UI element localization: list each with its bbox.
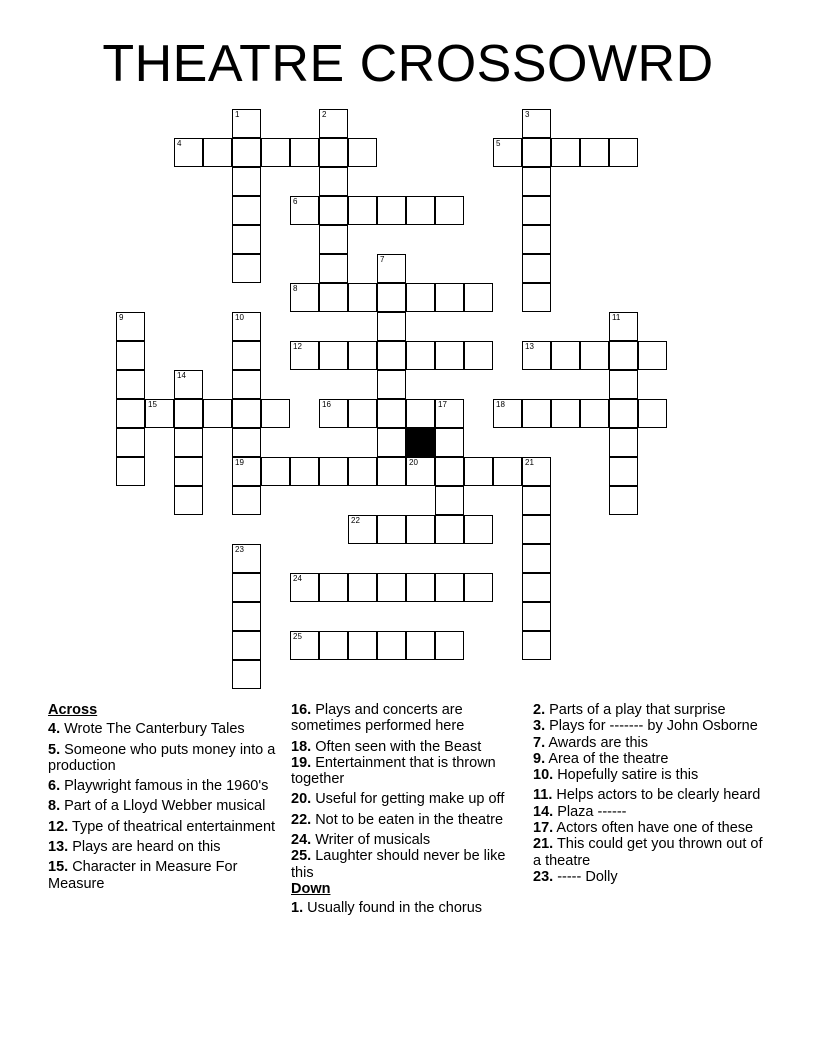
grid-cell-2[interactable]	[319, 109, 348, 138]
grid-cell-6[interactable]	[290, 196, 319, 225]
grid-cell[interactable]	[232, 486, 261, 515]
clue-number: 10.	[533, 767, 554, 784]
clue-down-10[interactable]	[533, 767, 763, 783]
grid-cell[interactable]	[319, 167, 348, 196]
grid-cell[interactable]	[377, 515, 406, 544]
grid-cell[interactable]	[551, 341, 580, 370]
cell-number: 18	[496, 400, 505, 409]
clue-down-21[interactable]	[533, 836, 763, 869]
black-cell	[406, 428, 435, 457]
grid-cell-9[interactable]	[116, 312, 145, 341]
grid-cell[interactable]	[232, 573, 261, 602]
down-heading: Down	[291, 880, 331, 897]
grid-cell[interactable]	[232, 254, 261, 283]
page-title: THEATRE CROSSOWRD	[102, 35, 714, 93]
grid-cell[interactable]	[319, 631, 348, 660]
clue-text: Often seen with the Beast	[311, 738, 482, 755]
grid-cell[interactable]	[493, 457, 522, 486]
grid-cell[interactable]	[580, 399, 609, 428]
cell-number: 13	[525, 342, 534, 351]
cell-number: 17	[438, 400, 447, 409]
grid-cell[interactable]	[522, 515, 551, 544]
clue-across-16[interactable]	[291, 702, 516, 735]
clue-text: Type of theatrical entertainment	[68, 818, 276, 835]
grid-cell-4[interactable]	[174, 138, 203, 167]
clue-down-1[interactable]	[291, 900, 516, 916]
grid-cell[interactable]	[522, 225, 551, 254]
grid-cell-20[interactable]	[406, 457, 435, 486]
grid-cell[interactable]	[232, 602, 261, 631]
clue-number: 3.	[533, 718, 546, 735]
grid-cell[interactable]	[522, 196, 551, 225]
grid-cell[interactable]	[232, 399, 261, 428]
grid-cell[interactable]	[609, 138, 638, 167]
grid-cell[interactable]	[435, 428, 464, 457]
clue-number: 14.	[533, 803, 554, 820]
grid-cell-7[interactable]	[377, 254, 406, 283]
clue-across-12[interactable]	[48, 819, 280, 835]
grid-cell[interactable]	[609, 370, 638, 399]
clue-down-23[interactable]	[533, 869, 763, 885]
clue-text: Laughter should never be like this	[291, 848, 506, 881]
grid-cell[interactable]	[319, 254, 348, 283]
clue-text: Parts of a play that surprise	[545, 702, 726, 718]
clue-down-2[interactable]	[533, 702, 763, 718]
grid-cell-13[interactable]	[522, 341, 551, 370]
grid-cell[interactable]	[348, 283, 377, 312]
grid-cell-3[interactable]	[522, 109, 551, 138]
grid-cell[interactable]	[377, 341, 406, 370]
grid-cell[interactable]	[522, 167, 551, 196]
grid-cell[interactable]	[319, 138, 348, 167]
cell-number: 4	[177, 139, 182, 148]
clue-down-7[interactable]	[533, 735, 763, 751]
grid-cell[interactable]	[377, 457, 406, 486]
clue-text: ----- Dolly	[553, 868, 618, 885]
grid-cell[interactable]	[435, 515, 464, 544]
grid-cell[interactable]	[522, 138, 551, 167]
clue-down-9[interactable]	[533, 751, 763, 767]
cell-number: 25	[293, 632, 302, 641]
grid-cell[interactable]	[348, 341, 377, 370]
cell-number: 5	[496, 139, 501, 148]
grid-cell[interactable]	[522, 544, 551, 573]
grid-cell[interactable]	[406, 283, 435, 312]
clue-number: 20.	[291, 791, 312, 808]
grid-cell[interactable]	[174, 428, 203, 457]
clue-across-18[interactable]	[291, 739, 516, 755]
clue-down-3[interactable]	[533, 718, 763, 734]
clue-across-24[interactable]	[291, 832, 516, 848]
clue-number: 13.	[48, 839, 69, 856]
clue-down-14[interactable]	[533, 804, 763, 820]
grid-cell[interactable]	[319, 283, 348, 312]
grid-cell[interactable]	[232, 196, 261, 225]
grid-cell[interactable]	[377, 428, 406, 457]
grid-cell[interactable]	[551, 399, 580, 428]
grid-cell[interactable]	[609, 486, 638, 515]
clue-number: 7.	[533, 734, 546, 751]
grid-cell[interactable]	[319, 573, 348, 602]
clue-number: 25.	[291, 848, 312, 865]
grid-cell[interactable]	[580, 341, 609, 370]
grid-cell[interactable]	[377, 631, 406, 660]
cell-number: 6	[293, 197, 298, 206]
grid-cell-11[interactable]	[609, 312, 638, 341]
clue-across-4[interactable]	[48, 721, 280, 737]
grid-cell-14[interactable]	[174, 370, 203, 399]
grid-cell[interactable]	[435, 457, 464, 486]
grid-cell[interactable]	[580, 138, 609, 167]
clue-across-19[interactable]	[291, 755, 516, 788]
grid-cell[interactable]	[377, 573, 406, 602]
grid-cell[interactable]	[638, 341, 667, 370]
clue-text: Playwright famous in the 1960's	[60, 778, 269, 795]
clue-number: 15.	[48, 859, 69, 876]
grid-cell-8[interactable]	[290, 283, 319, 312]
clue-across-20[interactable]	[291, 791, 516, 807]
grid-cell-22[interactable]	[348, 515, 377, 544]
grid-cell[interactable]	[203, 138, 232, 167]
grid-cell[interactable]	[522, 399, 551, 428]
grid-cell[interactable]	[522, 283, 551, 312]
grid-cell[interactable]	[377, 370, 406, 399]
clue-across-8[interactable]	[48, 798, 280, 814]
grid-cell[interactable]	[348, 399, 377, 428]
clue-column-1	[48, 702, 280, 896]
grid-cell[interactable]	[377, 283, 406, 312]
clue-number: 4.	[48, 721, 61, 738]
clue-number: 17.	[533, 820, 554, 837]
grid-cell[interactable]	[232, 370, 261, 399]
clue-across-13[interactable]	[48, 839, 280, 855]
cell-number: 19	[235, 458, 244, 467]
grid-cell-24[interactable]	[290, 573, 319, 602]
across-heading: Across	[48, 702, 98, 718]
grid-cell[interactable]	[290, 457, 319, 486]
grid-cell[interactable]	[232, 225, 261, 254]
grid-cell[interactable]	[609, 428, 638, 457]
clue-number: 16.	[291, 702, 312, 718]
grid-cell-10[interactable]	[232, 312, 261, 341]
grid-cell[interactable]	[377, 196, 406, 225]
grid-cell[interactable]	[551, 138, 580, 167]
clue-number: 22.	[291, 811, 312, 828]
cell-number: 22	[351, 516, 360, 525]
grid-cell[interactable]	[261, 457, 290, 486]
grid-cell[interactable]	[116, 341, 145, 370]
clue-across-15[interactable]	[48, 859, 280, 892]
cell-number: 15	[148, 400, 157, 409]
grid-cell[interactable]	[609, 399, 638, 428]
grid-cell[interactable]	[406, 515, 435, 544]
clue-down-11[interactable]	[533, 787, 763, 803]
cell-number: 3	[525, 110, 530, 119]
clue-text: Entertainment that is thrown together	[291, 754, 496, 788]
cell-number: 1	[235, 110, 240, 119]
clue-column-2	[291, 702, 516, 921]
clue-number: 9.	[533, 750, 546, 767]
grid-cell[interactable]	[435, 283, 464, 312]
cell-number: 8	[293, 284, 298, 293]
grid-cell[interactable]	[232, 341, 261, 370]
clue-text: Plays are heard on this	[68, 839, 221, 856]
grid-cell[interactable]	[232, 660, 261, 689]
clue-text: Plays and concerts are sometimes performed here	[291, 702, 465, 735]
cell-number: 12	[293, 342, 302, 351]
clue-number: 1.	[291, 900, 304, 917]
clue-text: Wrote The Canterbury Tales	[60, 721, 245, 738]
grid-cell[interactable]	[406, 196, 435, 225]
clue-text: Helps actors to be clearly heard	[552, 787, 761, 804]
clue-across-22[interactable]	[291, 812, 516, 828]
grid-cell[interactable]	[174, 457, 203, 486]
grid-cell-25[interactable]	[290, 631, 319, 660]
grid-cell-21[interactable]	[522, 457, 551, 486]
clue-down-17[interactable]	[533, 820, 763, 836]
grid-cell[interactable]	[435, 573, 464, 602]
clue-text: Character in Measure For Measure	[48, 859, 238, 892]
clue-text: Part of a Lloyd Webber musical	[60, 798, 266, 815]
clue-number: 23.	[533, 868, 554, 885]
grid-cell[interactable]	[522, 602, 551, 631]
grid-cell[interactable]	[406, 631, 435, 660]
grid-cell-23[interactable]	[232, 544, 261, 573]
cell-number: 2	[322, 110, 327, 119]
grid-cell[interactable]	[464, 515, 493, 544]
grid-cell[interactable]	[116, 457, 145, 486]
grid-cell[interactable]	[348, 631, 377, 660]
clue-column-3	[533, 702, 763, 889]
grid-cell[interactable]	[464, 283, 493, 312]
cell-number: 21	[525, 458, 534, 467]
cell-number: 16	[322, 400, 331, 409]
grid-cell[interactable]	[116, 370, 145, 399]
clue-text: Area of the theatre	[545, 750, 669, 767]
clue-text: Usually found in the chorus	[303, 900, 483, 917]
grid-cell-5[interactable]	[493, 138, 522, 167]
grid-cell[interactable]	[464, 573, 493, 602]
grid-cell-15[interactable]	[145, 399, 174, 428]
grid-cell[interactable]	[435, 341, 464, 370]
grid-cell[interactable]	[232, 428, 261, 457]
grid-cell-17[interactable]	[435, 399, 464, 428]
clue-text: Plays for ------- by John Osborne	[545, 718, 758, 735]
grid-cell[interactable]	[435, 196, 464, 225]
grid-cell[interactable]	[174, 399, 203, 428]
grid-cell-12[interactable]	[290, 341, 319, 370]
grid-cell-16[interactable]	[319, 399, 348, 428]
clue-number: 6.	[48, 778, 61, 795]
grid-cell[interactable]	[319, 341, 348, 370]
cell-number: 11	[612, 313, 621, 322]
clue-across-5[interactable]	[48, 742, 280, 775]
grid-cell-19[interactable]	[232, 457, 261, 486]
clue-number: 12.	[48, 818, 69, 835]
clue-number: 18.	[291, 738, 312, 755]
grid-cell[interactable]	[464, 457, 493, 486]
grid-cell[interactable]	[232, 167, 261, 196]
grid-cell-1[interactable]	[232, 109, 261, 138]
grid-cell[interactable]	[203, 399, 232, 428]
cell-number: 24	[293, 574, 302, 583]
cell-number: 20	[409, 458, 418, 467]
grid-cell[interactable]	[348, 573, 377, 602]
grid-cell[interactable]	[348, 457, 377, 486]
cell-number: 9	[119, 313, 124, 322]
grid-cell[interactable]	[232, 138, 261, 167]
grid-cell[interactable]	[406, 341, 435, 370]
clue-number: 21.	[533, 836, 554, 853]
grid-cell[interactable]	[377, 399, 406, 428]
grid-cell[interactable]	[522, 573, 551, 602]
clue-across-6[interactable]	[48, 778, 280, 794]
grid-cell[interactable]	[406, 573, 435, 602]
clue-text: Hopefully satire is this	[553, 767, 699, 784]
clue-text: Awards are this	[545, 734, 648, 751]
grid-cell[interactable]	[261, 399, 290, 428]
clue-number: 8.	[48, 798, 61, 815]
grid-cell[interactable]	[435, 631, 464, 660]
grid-cell[interactable]	[261, 138, 290, 167]
clue-text: Useful for getting make up off	[311, 791, 505, 808]
grid-cell[interactable]	[377, 312, 406, 341]
clue-number: 5.	[48, 741, 61, 758]
grid-cell[interactable]	[319, 225, 348, 254]
clue-across-25[interactable]	[291, 848, 516, 881]
grid-cell[interactable]	[290, 138, 319, 167]
clue-text: Not to be eaten in the theatre	[311, 811, 504, 828]
cell-number: 10	[235, 313, 244, 322]
clue-text: This could get you thrown out of a theatre	[533, 836, 763, 869]
grid-cell[interactable]	[348, 138, 377, 167]
grid-cell[interactable]	[638, 399, 667, 428]
grid-cell[interactable]	[116, 428, 145, 457]
cell-number: 7	[380, 255, 385, 264]
cell-number: 23	[235, 545, 244, 554]
clue-number: 2.	[533, 702, 546, 718]
clue-text: Actors often have one of these	[553, 820, 754, 837]
clue-text: Someone who puts money into a production	[48, 741, 276, 774]
cell-number: 14	[177, 371, 186, 380]
grid-cell[interactable]	[232, 631, 261, 660]
clue-number: 19.	[291, 754, 312, 771]
grid-cell[interactable]	[319, 196, 348, 225]
grid-cell[interactable]	[464, 341, 493, 370]
grid-cell[interactable]	[609, 341, 638, 370]
grid-cell[interactable]	[609, 457, 638, 486]
grid-cell[interactable]	[116, 399, 145, 428]
grid-cell[interactable]	[406, 399, 435, 428]
grid-cell[interactable]	[319, 457, 348, 486]
clue-text: Plaza ------	[553, 803, 627, 820]
grid-cell[interactable]	[348, 196, 377, 225]
grid-cell[interactable]	[522, 254, 551, 283]
grid-cell[interactable]	[174, 486, 203, 515]
clue-text: Writer of musicals	[311, 832, 431, 849]
grid-cell[interactable]	[522, 486, 551, 515]
grid-cell[interactable]	[522, 631, 551, 660]
grid-cell-18[interactable]	[493, 399, 522, 428]
grid-cell[interactable]	[435, 486, 464, 515]
clue-number: 11.	[533, 787, 553, 804]
clue-number: 24.	[291, 832, 312, 849]
